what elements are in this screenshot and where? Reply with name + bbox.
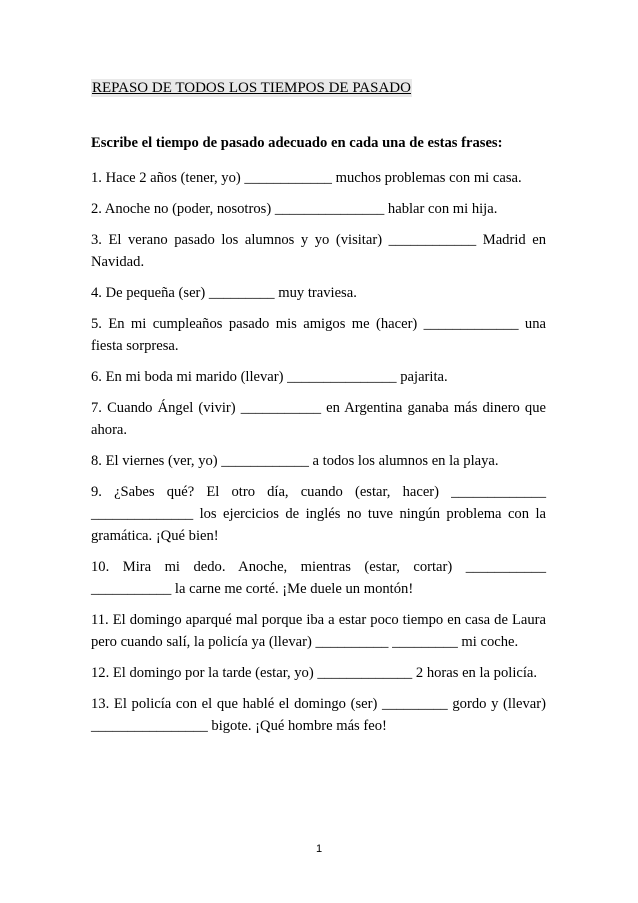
- exercise-item-13: 13. El policía con el que hablé el domingo (ser) _________ gordo y (llevar) ________________ bigote. ¡Qué hombre más feo!: [91, 696, 546, 734]
- exercise-item-3: 3. El verano pasado los alumnos y yo (visitar) ____________ Madrid en Navidad.: [91, 232, 546, 270]
- exercise-item-11: 11. El domingo aparqué mal porque iba a estar poco tiempo en casa de Laura pero cuando salí, la policía ya (llevar) __________ _________ mi coche.: [91, 612, 546, 650]
- page-title: REPASO DE TODOS LOS TIEMPOS DE PASADO: [92, 80, 411, 96]
- page-number: 1: [315, 843, 323, 855]
- exercise-item-10: 10. Mira mi dedo. Anoche, mientras (estar, cortar) ___________ ___________ la carne me corté. ¡Me duele un montón!: [91, 559, 546, 597]
- exercise-item-9: 9. ¿Sabes qué? El otro día, cuando (estar, hacer) _____________ ______________ los ejercicios de inglés no tuve ningún problema con la gramática. ¡Qué bien!: [91, 484, 546, 544]
- exercise-item-12: 12. El domingo por la tarde (estar, yo) _____________ 2 horas en la policía.: [91, 665, 538, 681]
- instruction-text: Escribe el tiempo de pasado adecuado en cada una de estas frases:: [91, 135, 503, 151]
- exercise-item-5: 5. En mi cumpleaños pasado mis amigos me (hacer) _____________ una fiesta sorpresa.: [91, 316, 546, 354]
- exercise-list: [91, 167, 546, 746]
- exercise-item-7: 7. Cuando Ángel (vivir) ___________ en Argentina ganaba más dinero que ahora.: [91, 400, 546, 438]
- exercise-item-1: 1. Hace 2 años (tener, yo) ____________ muchos problemas con mi casa.: [91, 170, 522, 186]
- exercise-item-4: 4. De pequeña (ser) _________ muy traviesa.: [91, 285, 357, 301]
- exercise-item-8: 8. El viernes (ver, yo) ____________ a todos los alumnos en la playa.: [91, 453, 499, 469]
- exercise-item-2: 2. Anoche no (poder, nosotros) _______________ hablar con mi hija.: [91, 201, 498, 217]
- exercise-item-6: 6. En mi boda mi marido (llevar) _______________ pajarita.: [91, 369, 448, 385]
